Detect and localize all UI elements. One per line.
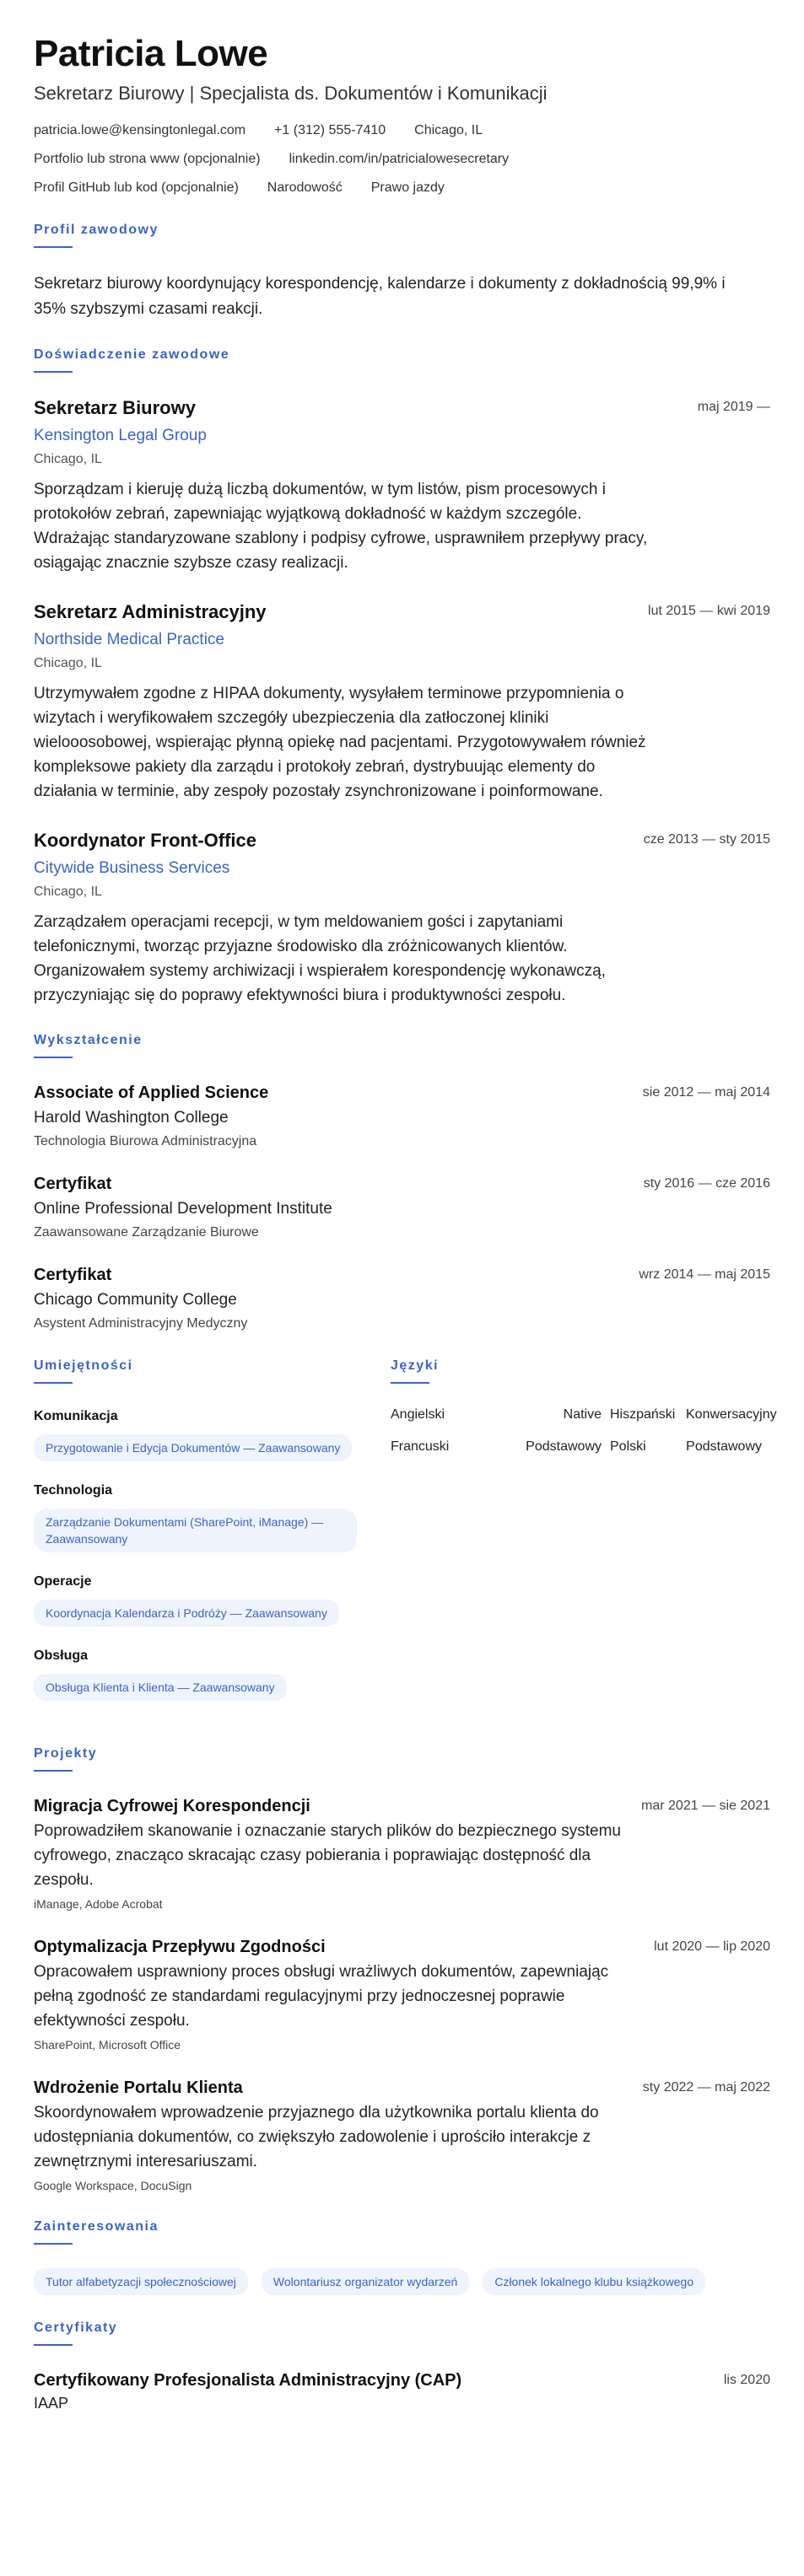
projects-section (34, 1746, 770, 2194)
skill-group (34, 1573, 357, 1627)
project-dates: lut 2020 — lip 2020 (654, 1939, 770, 1954)
section-title-profile: Profil zawodowy (34, 223, 159, 237)
job-description: Sporządzam i kieruję dużą liczbą dokumentów, w tym listów, pism procesowych i protokołów zebrań, zapewniając wyjątkową dokładność w każdym szczególe. Wdrażając standaryzowane szablony i podpisy cyfrowe, usprawniłem przepływy pracy, osiągając znacznie szybsze czasy realizacji. (34, 481, 648, 572)
section-divider (34, 246, 73, 248)
job-dates: lut 2015 — kwi 2019 (648, 604, 770, 618)
project-description: Skoordynowałem wprowadzenie przyjaznego dla użytkownika portalu klienta do udostępniania dokumentów, co zwiększyło zadowolenie i uprościło interakcje z zewnętrznymi interesariuszami. (34, 2104, 599, 2170)
experience-entry (34, 829, 770, 1008)
education-section (34, 1033, 770, 1333)
field-of-study: Zaawansowane Zarządzanie Biurowe (34, 1225, 259, 1240)
section-divider (34, 2243, 73, 2245)
school-name: Online Professional Development Institute (34, 1200, 332, 1218)
languages-section (391, 1358, 777, 1721)
language-level: Podstawowy (686, 1439, 762, 1454)
portfolio-link[interactable]: Portfolio lub strona www (opcjonalnie) (34, 152, 261, 166)
project-entry (34, 1936, 770, 2053)
job-description: Utrzymywałem zgodne z HIPAA dokumenty, wysyłałem terminowe przypomnienia o wizytach i weryfikowałem szczegóły ubezpieczenia dla zatłoczonej kliniki wielooosobowej, wspierając płynną opiekę nad pacjentami. Przygotowywałem również kompleksowe pakiety dla zarządu i protokoły zebrań, dystrybuując elementy do działania w terminie, aby zespoły pozostały zsynchronizowane i poinformowane. (34, 685, 646, 800)
degree-title: Certyfikat (34, 1175, 112, 1193)
language-name: Angielski (391, 1407, 445, 1422)
section-divider (34, 1057, 73, 1058)
company-name: Citywide Business Services (34, 859, 230, 877)
project-dates: mar 2021 — sie 2021 (641, 1799, 770, 1813)
experience-entry (34, 600, 770, 804)
languages-list (391, 1407, 777, 1455)
location: Chicago, IL (414, 123, 483, 137)
job-dates: cze 2013 — sty 2015 (643, 832, 770, 847)
profile-section (34, 223, 770, 322)
job-title: Sekretarz Biurowy (34, 397, 196, 418)
language-level: Podstawowy (526, 1439, 602, 1454)
skill-category: Komunikacja (34, 1409, 118, 1423)
job-location: Chicago, IL (34, 885, 102, 899)
experience-entry (34, 396, 770, 575)
field-of-study: Asystent Administracyjny Medyczny (34, 1316, 248, 1331)
certification-name: Certyfikowany Profesjonalista Administracyjny (CAP) (34, 2371, 462, 2390)
section-divider (34, 1770, 73, 1772)
job-location: Chicago, IL (34, 656, 102, 670)
language-level: Native (563, 1407, 602, 1422)
section-divider (34, 2344, 73, 2346)
skill-tag: Koordynacja Kalendarza i Podróży — Zaawansowany (34, 1600, 339, 1627)
company-name: Northside Medical Practice (34, 631, 224, 648)
skill-group (34, 1407, 357, 1461)
section-title-interests: Zainteresowania (34, 2219, 159, 2234)
certification-issuer: IAAP (34, 2395, 69, 2412)
interest-tag: Tutor alfabetyzacji społecznościowej (34, 2268, 248, 2295)
section-title-experience: Doświadczenie zawodowe (34, 347, 230, 362)
degree-title: Certyfikat (34, 1266, 112, 1284)
language-name: Polski (610, 1439, 646, 1454)
education-dates: wrz 2014 — maj 2015 (639, 1267, 770, 1282)
skill-category: Operacje (34, 1574, 92, 1589)
company-name: Kensington Legal Group (34, 427, 207, 444)
language-name: Hiszpański (610, 1407, 676, 1422)
project-name: Migracja Cyfrowej Korespondencji (34, 1797, 310, 1815)
section-divider (391, 1382, 429, 1384)
section-title-education: Wykształcenie (34, 1033, 143, 1047)
driving-license: Prawo jazdy (370, 180, 445, 195)
project-description: Poprowadziłem skanowanie i oznaczanie starych plików do bezpiecznego systemu cyfrowego, znacząco skracając czasy pobierania i poprawiając dostępność dla zespołu. (34, 1822, 621, 1889)
linkedin-link[interactable]: linkedin.com/in/patricialowesecretary (289, 152, 510, 166)
skills-languages-row (34, 1358, 777, 1721)
school-name: Chicago Community College (34, 1291, 237, 1309)
project-description: Opracowałem usprawniony proces obsługi wrażliwych dokumentów, zapewniając pełną zgodność ze standardami regulacyjnymi przy jednoczesnej poprawie efektywności zespołu. (34, 1963, 609, 2030)
job-dates: maj 2019 — (697, 400, 770, 414)
section-title-languages: Języki (391, 1358, 440, 1373)
profile-summary: Sekretarz biurowy koordynujący korespondencję, kalendarze i dokumenty z dokładnością 99,9% i 35% szybszymi czasami reakcji. (34, 275, 726, 318)
education-entry (34, 1082, 770, 1151)
nationality: Narodowość (267, 180, 343, 195)
headline: Sekretarz Biurowy | Specjalista ds. Dokumentów i Komunikacji (34, 83, 548, 104)
phone-number[interactable]: +1 (312) 555-7410 (274, 123, 386, 137)
person-name: Patricia Lowe (34, 33, 268, 74)
section-divider (34, 1382, 73, 1384)
skill-category: Technologia (34, 1483, 113, 1498)
skill-tag: Przygotowanie i Edycja Dokumentów — Zaawansowany (34, 1434, 352, 1461)
resume-header (34, 32, 770, 197)
skill-tag: Zarządzanie Dokumentami (SharePoint, iManage) — Zaawansowany (34, 1508, 357, 1552)
education-dates: sty 2016 — cze 2016 (643, 1176, 770, 1191)
field-of-study: Technologia Biurowa Administracyjna (34, 1134, 257, 1148)
education-dates: sie 2012 — maj 2014 (642, 1085, 770, 1100)
skill-group (34, 1647, 357, 1701)
skill-group (34, 1482, 357, 1552)
email-link[interactable]: patricia.lowe@kensingtonlegal.com (34, 123, 246, 137)
interest-tag: Członek lokalnego klubu książkowego (483, 2268, 705, 2295)
certification-date: lis 2020 (723, 2373, 770, 2387)
education-entry (34, 1264, 770, 1333)
certifications-section (34, 2321, 770, 2413)
certification-entry (34, 2369, 770, 2413)
project-technologies: SharePoint, Microsoft Office (34, 2038, 181, 2052)
language-name: Francuski (391, 1439, 450, 1454)
section-title-certifications: Certyfikaty (34, 2321, 118, 2335)
skills-section (34, 1358, 357, 1721)
section-title-projects: Projekty (34, 1746, 98, 1761)
job-title: Koordynator Front-Office (34, 830, 256, 851)
project-dates: sty 2022 — maj 2022 (642, 2080, 770, 2095)
interests-section (34, 2219, 770, 2295)
job-title: Sekretarz Administracyjny (34, 601, 267, 622)
project-technologies: Google Workspace, DocuSign (34, 2179, 192, 2192)
interests-list (34, 2268, 770, 2295)
job-description: Zarządzałem operacjami recepcji, w tym meldowaniem gości i zapytaniami telefonicznymi, tworząc przyjazne środowisko dla zróżnicowanych klientów. Organizowałem systemy archiwizacji i wspierałem korespondencję wykonawczą, przyczyniając się do poprawy efektywności biura i produktywności zespołu. (34, 913, 606, 1004)
interest-tag: Wolontariusz organizator wydarzeń (262, 2268, 469, 2295)
degree-title: Associate of Applied Science (34, 1084, 269, 1102)
project-name: Wdrożenie Portalu Klienta (34, 2079, 243, 2097)
project-name: Optymalizacja Przepływu Zgodności (34, 1938, 326, 1956)
education-entry (34, 1173, 770, 1242)
section-title-skills: Umiejętności (34, 1358, 133, 1373)
school-name: Harold Washington College (34, 1109, 229, 1127)
project-entry (34, 2077, 770, 2194)
github-link[interactable]: Profil GitHub lub kod (opcjonalnie) (34, 180, 239, 195)
contact-info (34, 121, 770, 197)
project-technologies: iManage, Adobe Acrobat (34, 1897, 163, 1911)
project-entry (34, 1795, 770, 1912)
skill-tag: Obsługa Klienta i Klienta — Zaawansowany (34, 1674, 287, 1701)
section-divider (34, 371, 73, 373)
language-level: Konwersacyjny (686, 1407, 777, 1422)
skill-category: Obsługa (34, 1648, 89, 1663)
experience-section (34, 347, 770, 1008)
job-location: Chicago, IL (34, 452, 102, 466)
